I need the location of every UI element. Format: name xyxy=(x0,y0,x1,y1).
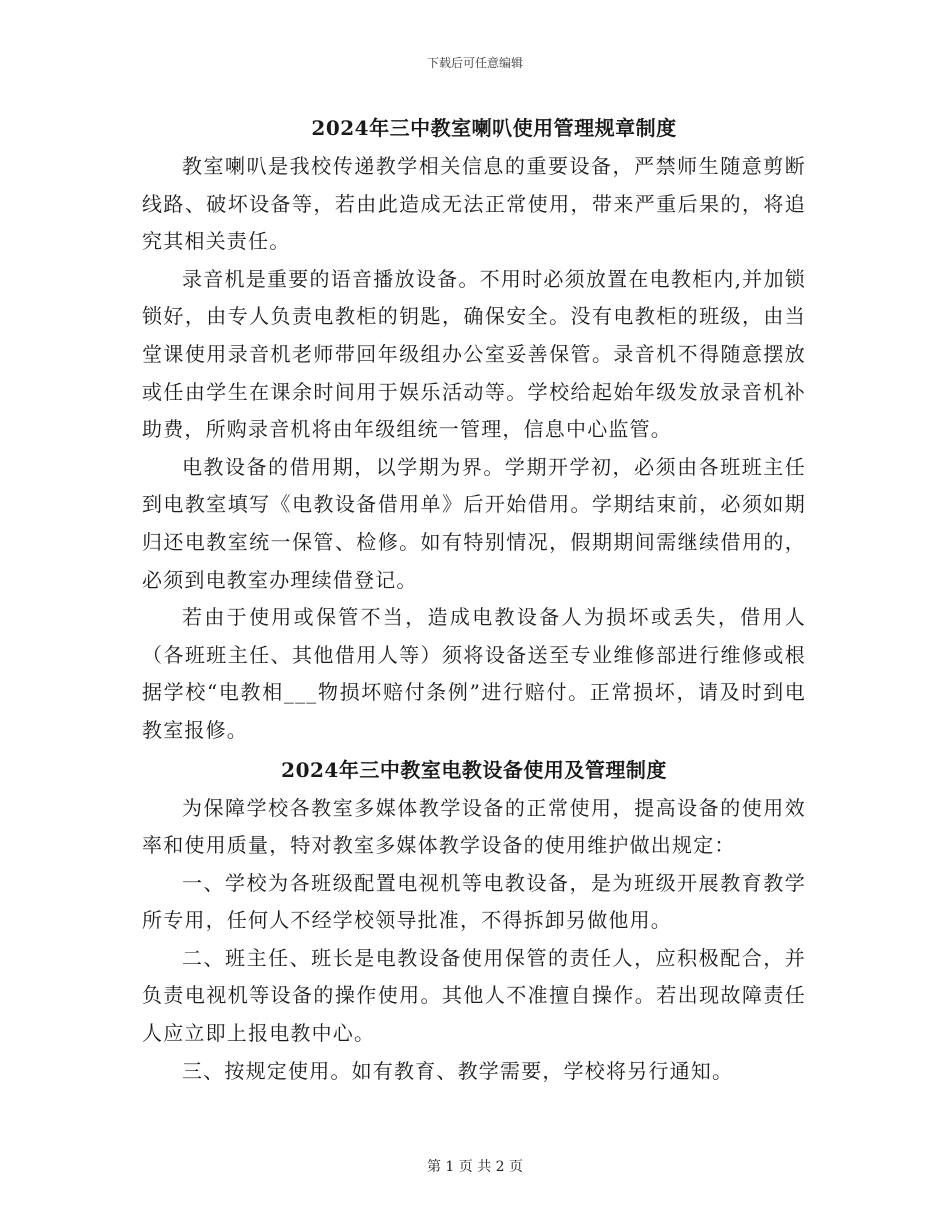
paragraph: 一、学校为各班级配置电视机等电教设备，是为班级开展教育教学所专用，任何人不经学校领导批准，不得拆卸另做他用。 xyxy=(142,870,806,933)
section-title-2: 2024年三中教室电教设备使用及管理制度 xyxy=(281,757,667,782)
paragraph: 二、班主任、班长是电教设备使用保管的责任人，应积极配合，并负责电视机等设备的操作使用。其他人不准擅自操作。若出现故障责任人应立即上报电教中心。 xyxy=(142,945,806,1046)
paragraph: 录音机是重要的语音播放设备。不用时必须放置在电教柜内,并加锁锁好，由专人负责电教柜的钥匙，确保安全。没有电教柜的班级，由当堂课使用录音机老师带回年级组办公室妥善保管。录音机不得随意摆放或任由学生在课余时间用于娱乐活动等。学校给起始年级发放录音机补助费，所购录音机将由年级组统一管理，信息中心监管。 xyxy=(142,266,806,442)
header-note: 下载后可任意编辑 xyxy=(426,56,523,70)
paragraph: 电教设备的借用期，以学期为界。学期开学初，必须由各班班主任到电教室填写《电教设备借用单》后开始借用。学期结束前，必须如期归还电教室统一保管、检修。如有特别情况，假期期间需继续借用的，必须到电教室办理续借登记。 xyxy=(142,454,806,592)
page-number: 第 1 页 共 2 页 xyxy=(426,1159,524,1175)
section-title-1: 2024年三中教室喇叭使用管理规章制度 xyxy=(311,116,677,140)
document-body xyxy=(142,108,806,1090)
paragraph: 三、按规定使用。如有教育、教学需要，学校将另行通知。 xyxy=(182,1058,734,1083)
paragraph: 教室喇叭是我校传递教学相关信息的重要设备，严禁师生随意剪断线路、破坏设备等，若由此造成无法正常使用，带来严重后果的，将追究其相关责任。 xyxy=(142,154,806,254)
paragraph: 为保障学校各教室多媒体教学设备的正常使用，提高设备的使用效率和使用质量，特对教室多媒体教学设备的使用维护做出规定： xyxy=(142,795,806,858)
paragraph: 若由于使用或保管不当，造成电教设备人为损坏或丢失，借用人（各班班主任、其他借用人等）须将设备送至专业维修部进行维修或根据学校“电教相___物损坏赔付条例”进行赔付。正常损坏，请及时到电教室报修。 xyxy=(142,605,806,742)
